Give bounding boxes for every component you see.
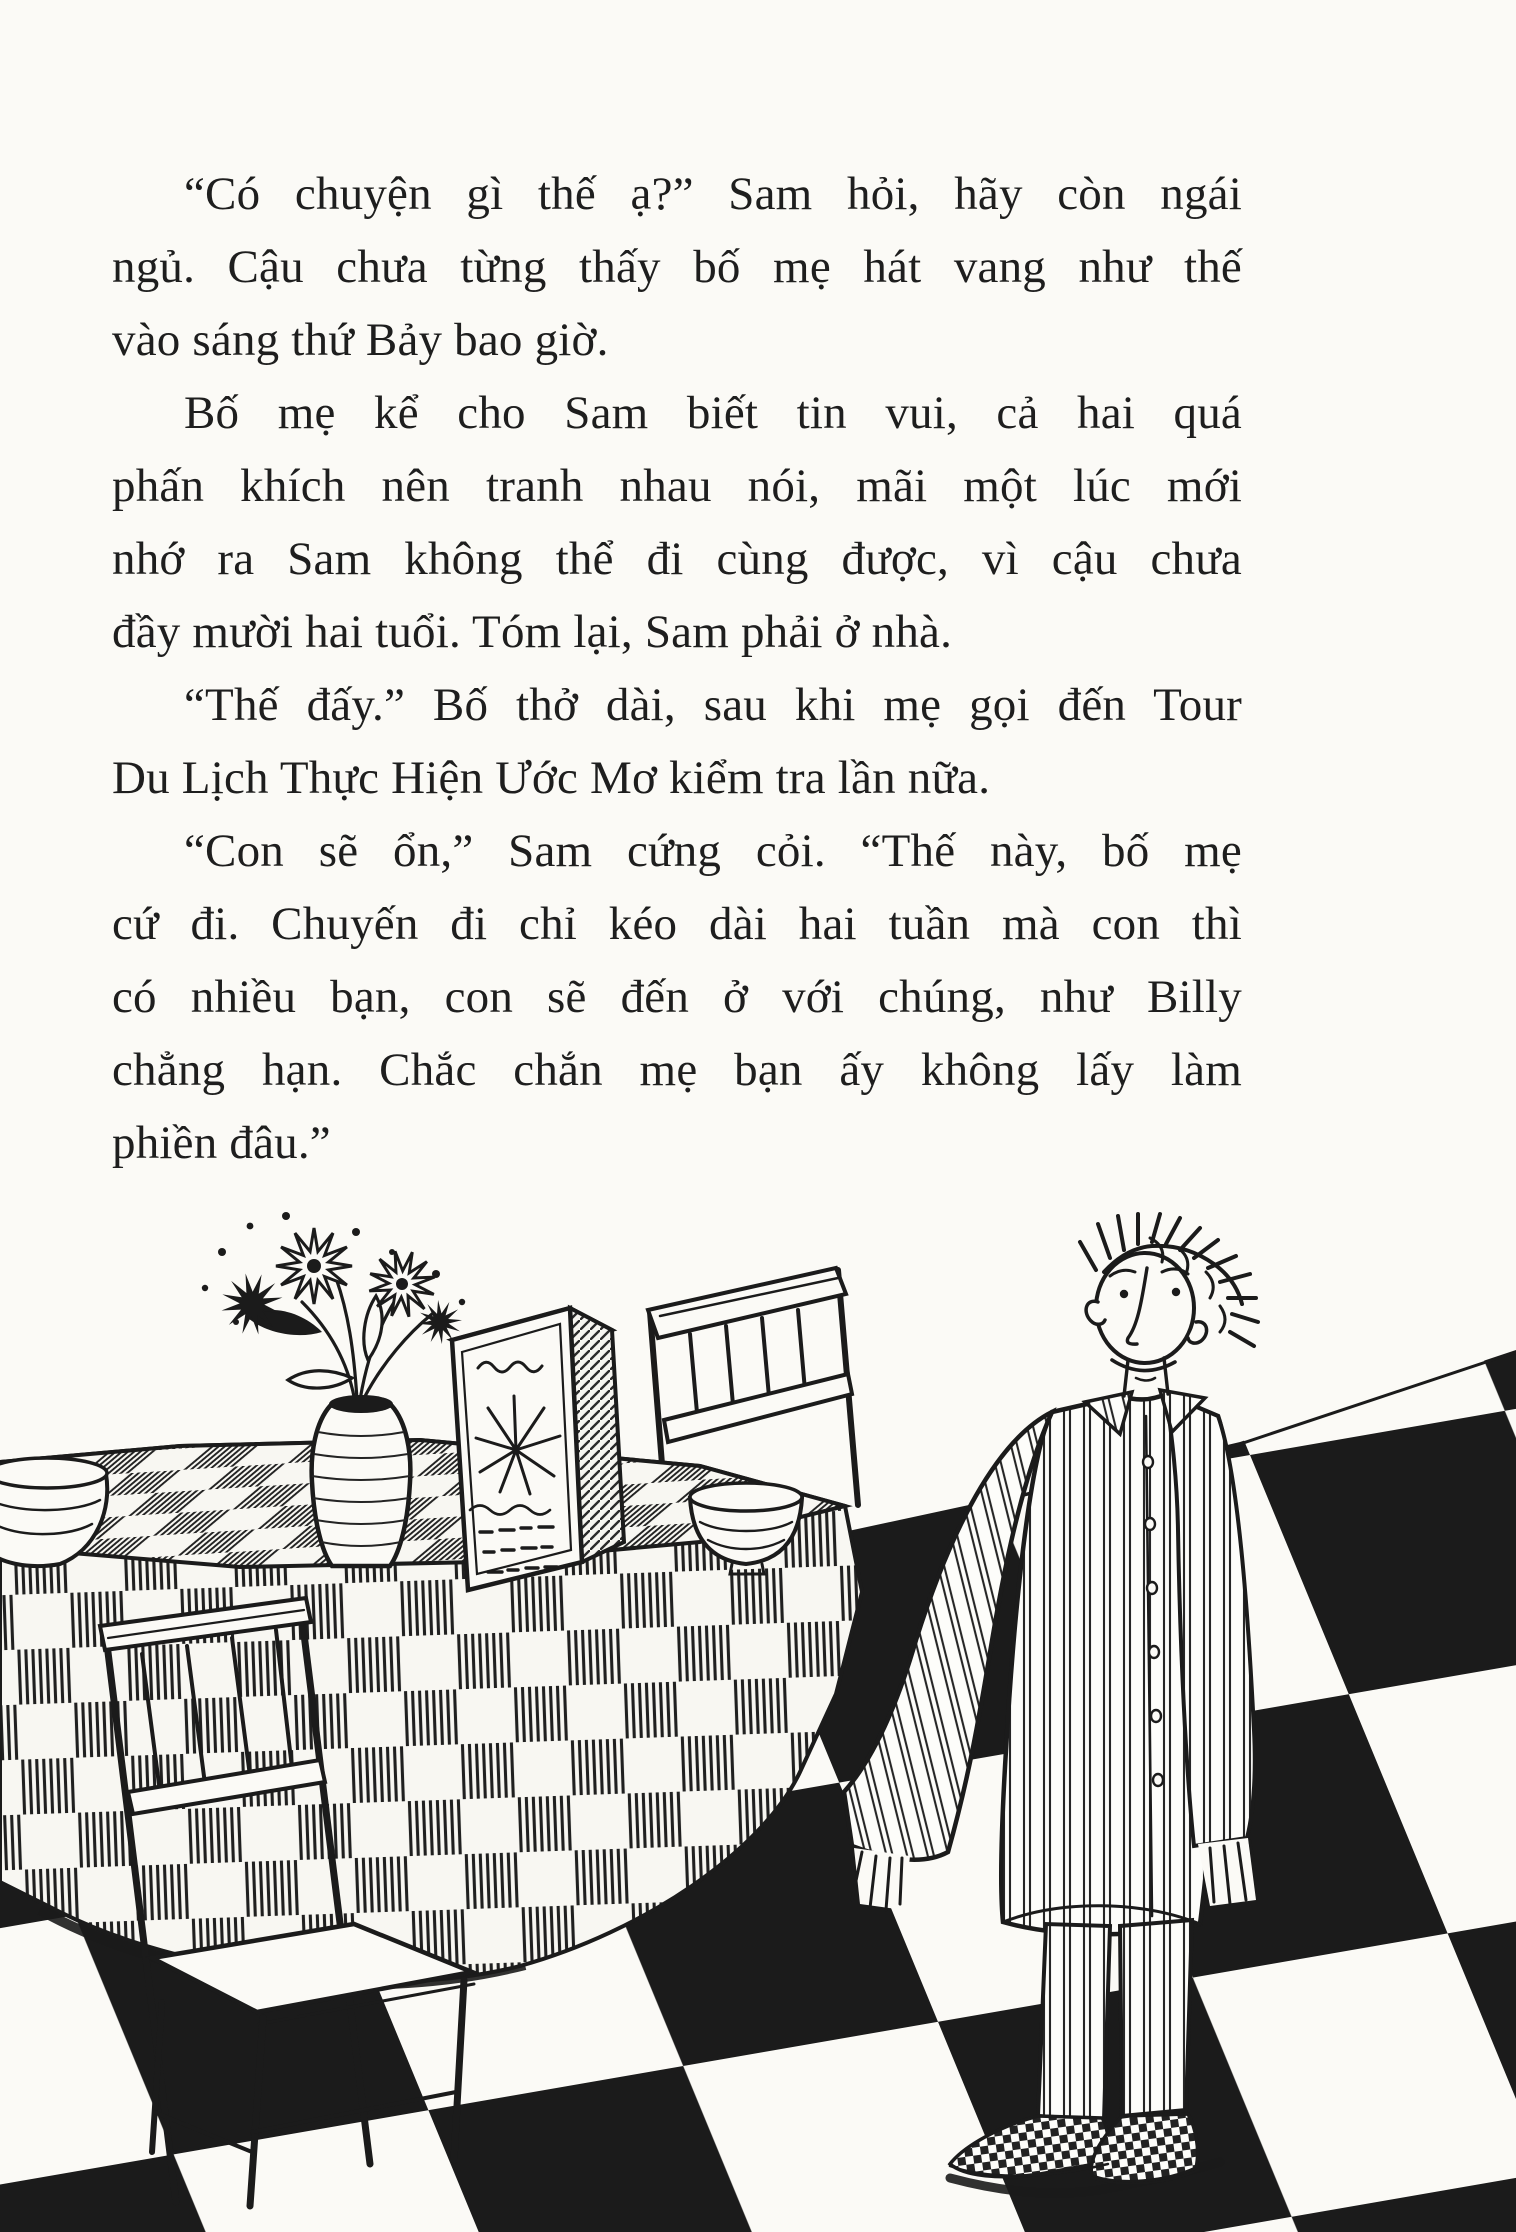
paragraph — [112, 158, 1242, 377]
text-line: có nhiều bạn, con sẽ đến ở với chúng, như Billy — [112, 971, 1242, 1023]
text-line: “Con sẽ ổn,” Sam cứng cỏi. “Thế này, bố mẹ — [184, 825, 1242, 877]
boy-head — [1080, 1214, 1258, 1396]
text-line: “Thế đấy.” Bố thở dài, sau khi mẹ gọi đến Tour — [184, 679, 1242, 731]
paragraph — [112, 377, 1242, 669]
flowers — [202, 1212, 469, 1402]
text-line: Bố mẹ kể cho Sam biết tin vui, cả hai quá — [184, 387, 1242, 439]
text-line: phấn khích nên tranh nhau nói, mãi một lúc mới — [112, 460, 1242, 512]
text-line: ngủ. Cậu chưa từng thấy bố mẹ hát vang như thế — [112, 241, 1242, 293]
ink-illustration — [0, 1210, 1516, 2232]
text-line: cứ đi. Chuyến đi chỉ kéo dài hai tuần mà con thì — [112, 898, 1242, 950]
text-line: chẳng hạn. Chắc chắn mẹ bạn ấy không lấy làm — [112, 1044, 1242, 1096]
text-line: đầy mười hai tuổi. Tóm lại, Sam phải ở nhà. — [112, 606, 953, 658]
text-line: phiền đâu.” — [112, 1117, 331, 1169]
flower-vase — [312, 1395, 411, 1566]
text-line: nhớ ra Sam không thể đi cùng được, vì cậu chưa — [112, 533, 1242, 585]
left-hand — [852, 1848, 910, 1910]
text-line: “Có chuyện gì thế ạ?” Sam hỏi, hãy còn ngái — [184, 168, 1242, 220]
text-line: Du Lịch Thực Hiện Ước Mơ kiểm tra lần nữa. — [112, 752, 991, 804]
story-text — [112, 158, 1242, 1180]
paragraph — [112, 669, 1242, 815]
text-line: vào sáng thứ Bảy bao giờ. — [112, 314, 609, 366]
paragraph — [112, 815, 1242, 1180]
cereal-box — [452, 1308, 624, 1590]
